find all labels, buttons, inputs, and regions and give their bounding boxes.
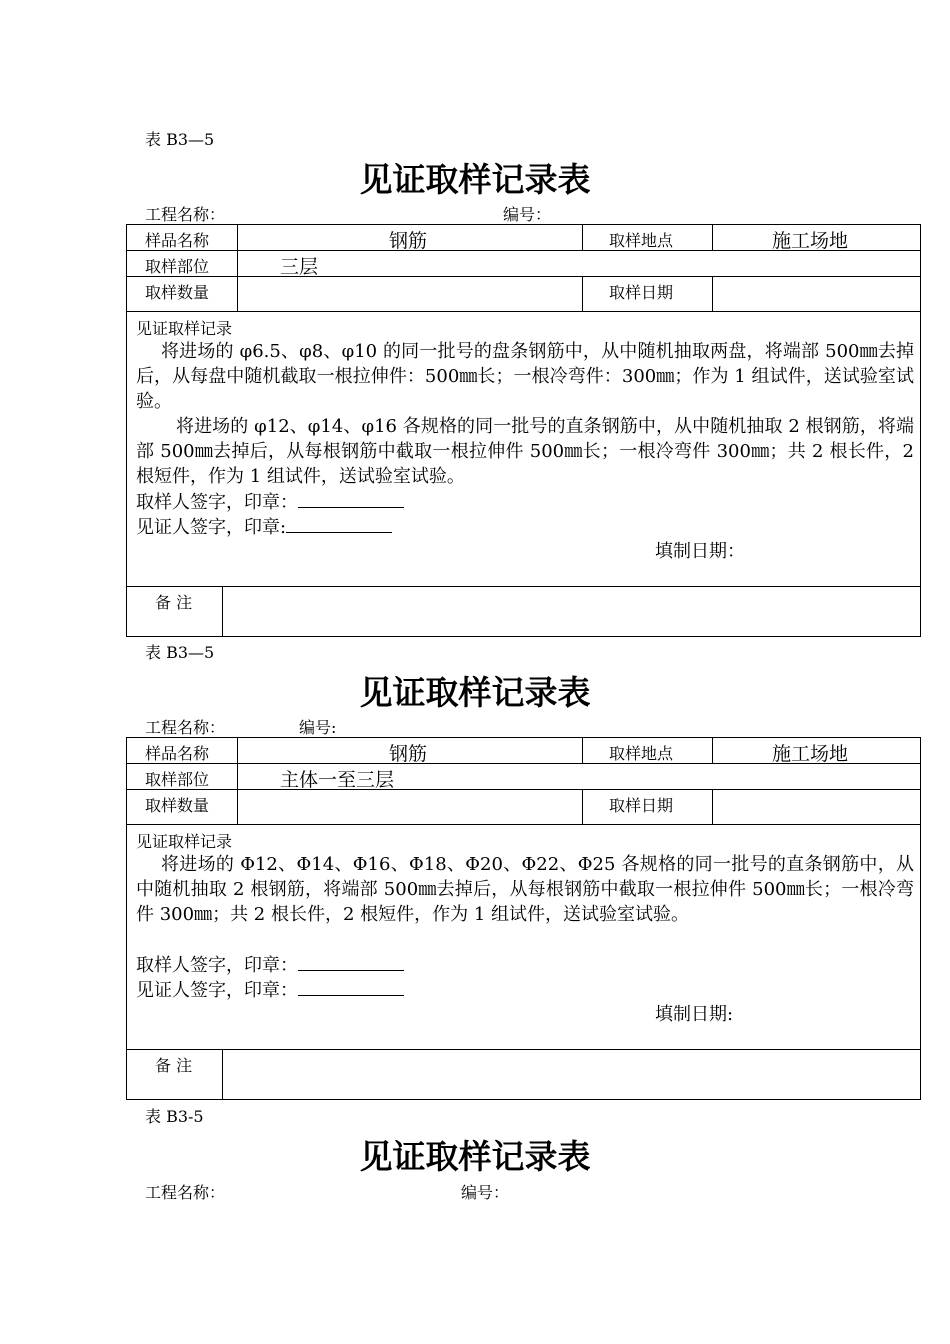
form2-position-label: 取样部位: [145, 770, 210, 789]
form1-sample-name-label: 样品名称: [145, 231, 210, 250]
form2-remark-label: 备 注: [155, 1056, 193, 1075]
form1-quantity-label: 取样数量: [145, 283, 210, 302]
form1-number-label: 编号：: [503, 205, 552, 224]
form1-record-paragraph-2: 将进场的 φ12、φ14、φ16 各规格的同一批号的直条钢筋中，从中随机抽取 2 根钢筋，将端部 500㎜去掉后，从每根钢筋中截取一根拉伸件 500㎜长；一根冷弯件 300㎜；共 2 根长件，2 根短件，作为 1 组试件，送试验室试验。: [136, 416, 914, 487]
form3-project-label: 工程名称：: [145, 1183, 226, 1202]
form1-remark-label: 备 注: [155, 593, 193, 612]
form2-fill-date: 填制日期:: [655, 1004, 734, 1025]
form1-record-label: 见证取样记录: [136, 319, 233, 338]
form2-sampler-sign: [136, 952, 404, 978]
form3-code: 表 B3-5: [145, 1107, 204, 1126]
form2-sampler-sign-label: 取样人签字，印章：: [136, 955, 298, 976]
form1-witness-sign: [136, 514, 392, 540]
form1-position-label: 取样部位: [145, 257, 210, 276]
form2-witness-sign-line: [298, 977, 404, 996]
form2-witness-sign: [136, 977, 404, 1003]
form1-location: 施工场地: [772, 230, 849, 252]
form2-sampler-sign-line: [298, 952, 404, 971]
form2-sample-name-label: 样品名称: [145, 744, 210, 763]
form1-title: 见证取样记录表: [359, 160, 591, 199]
form2-witness-sign-label: 见证人签字，印章：: [136, 980, 298, 1001]
form1-witness-sign-label: 见证人签字，印章:: [136, 517, 287, 538]
form1-sampler-sign: [136, 489, 404, 515]
form1-location-label: 取样地点: [609, 231, 674, 250]
form3-title: 见证取样记录表: [359, 1137, 591, 1176]
form2-title: 见证取样记录表: [359, 673, 591, 712]
form2-position: 主体一至三层: [280, 769, 395, 791]
form2-table: [126, 737, 921, 1100]
form1-table: [126, 224, 921, 637]
form1-code: 表 B3—5: [145, 130, 215, 149]
form1-record-paragraph-1: 将进场的 φ6.5、φ8、φ10 的同一批号的盘条钢筋中，从中随机抽取两盘，将端部 500㎜去掉后，从每盘中随机截取一根拉伸件：500㎜长；一根冷弯件：300㎜；作为 1 组试件，送试验室试验。: [136, 341, 914, 412]
form1-position: 三层: [280, 256, 319, 278]
form1-sampler-sign-line: [298, 489, 404, 508]
form2-project-label: 工程名称：: [145, 718, 226, 737]
form2-record-label: 见证取样记录: [136, 832, 233, 851]
form1-fill-date: 填制日期：: [655, 541, 745, 562]
form2-location-label: 取样地点: [609, 744, 674, 763]
form1-sampler-sign-label: 取样人签字，印章：: [136, 492, 298, 513]
form2-code: 表 B3—5: [145, 643, 215, 662]
form1-date-label: 取样日期: [609, 283, 674, 302]
form2-number-label: 编号:: [299, 718, 337, 737]
form2-location: 施工场地: [772, 743, 849, 765]
form1-witness-sign-line: [286, 514, 392, 533]
form1-sample-name: 钢筋: [389, 230, 428, 252]
form2-date-label: 取样日期: [609, 796, 674, 815]
form1-project-label: 工程名称：: [145, 205, 226, 224]
form2-quantity-label: 取样数量: [145, 796, 210, 815]
form2-record-paragraph-1: 将进场的 Φ12、Φ14、Φ16、Φ18、Φ20、Φ22、Φ25 各规格的同一批号的直条钢筋中，从中随机抽取 2 根钢筋，将端部 500㎜去掉后，从每根钢筋中截取一根拉伸件 500㎜长；一根冷弯件 300㎜；共 2 根长件，2 根短件，作为 1 组试件，送试验室试验。: [136, 854, 914, 925]
form3-number-label: 编号：: [461, 1183, 510, 1202]
form2-sample-name: 钢筋: [389, 743, 428, 765]
